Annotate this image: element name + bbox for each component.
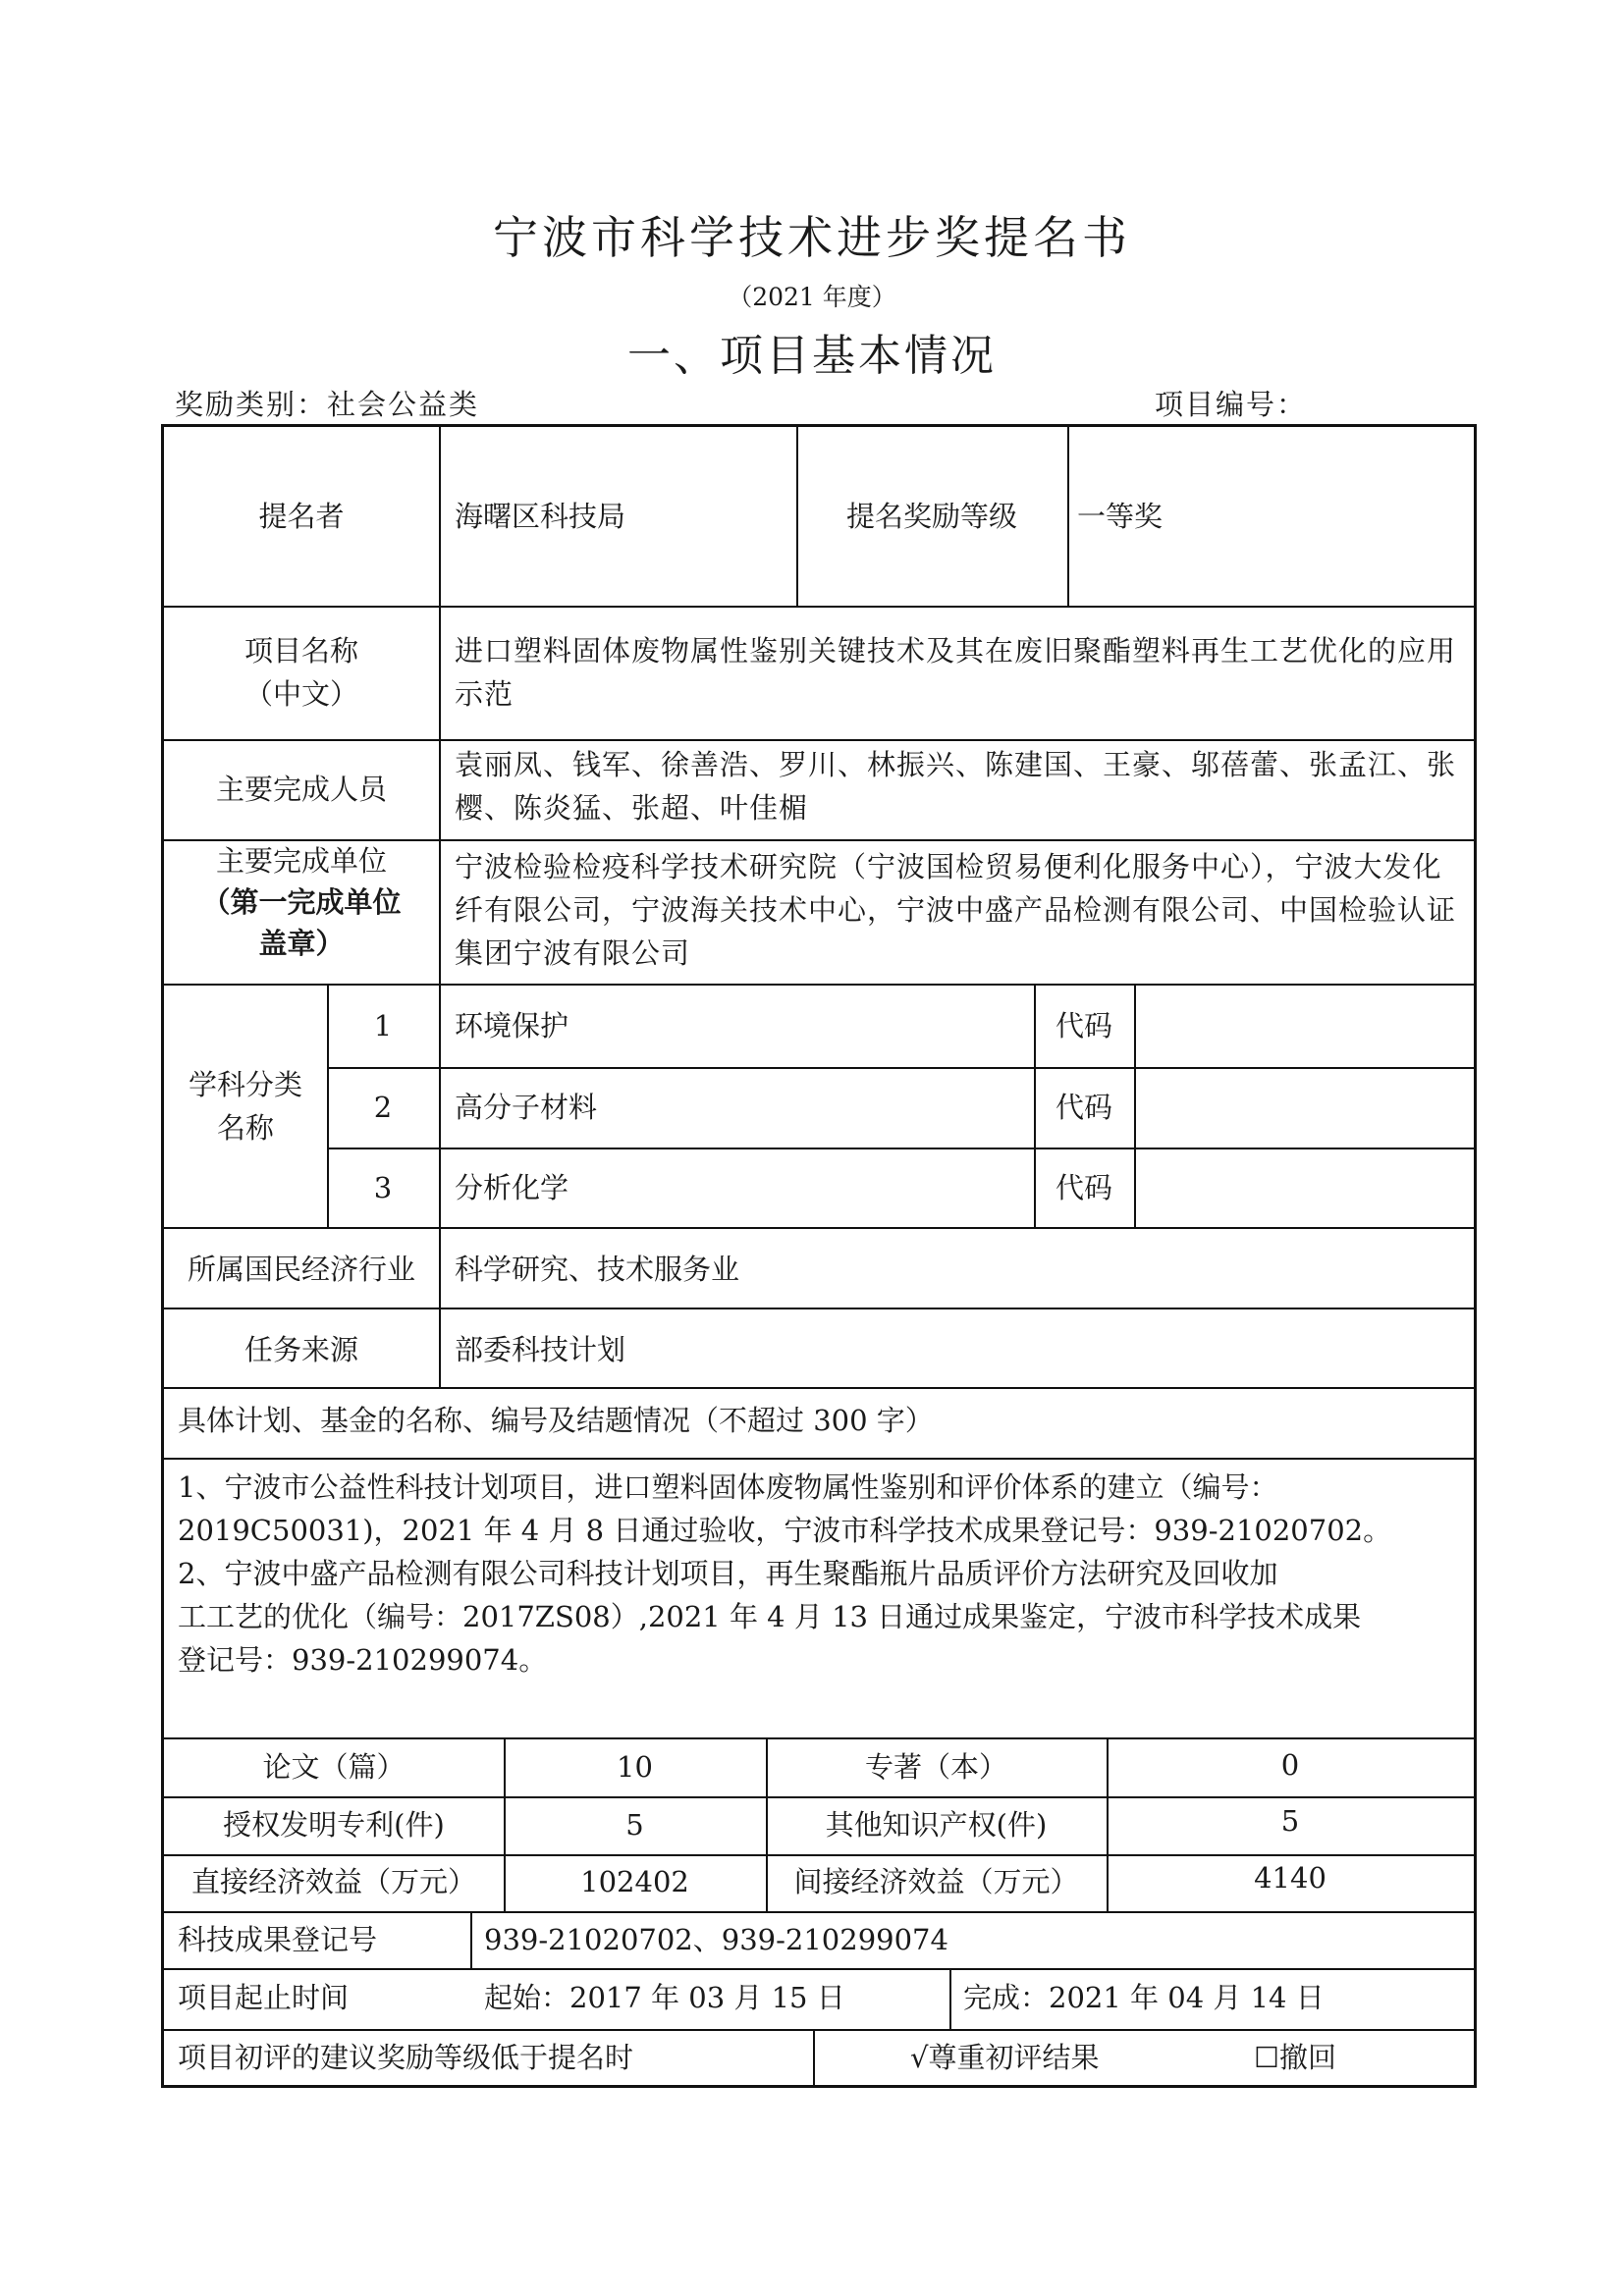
other-ip-value: 5 [1280,1804,1300,1838]
discipline-name: 环境保护 [455,1009,569,1042]
registration-value: 939-21020702、939-210299074 [484,1923,948,1956]
respect-result-option[interactable]: √尊重初评结果 [910,2041,1100,2074]
other-ip-label: 其他知识产权(件) [825,1808,1048,1842]
discipline-no: 2 [373,1091,393,1124]
nomination-form-table [161,424,1477,2088]
period-start: 起始：2017 年 03 月 15 日 [484,1981,845,2014]
award-level-label: 提名奖励等级 [845,500,1017,533]
project-name-value: 进口塑料固体废物属性鉴别关键技术及其在废旧聚酯塑料再生工艺优化的应用示范 [455,634,1457,711]
units-label-seal: 盖章） [258,927,345,960]
papers-label: 论文（篇） [262,1750,406,1784]
discipline-no: 3 [373,1171,393,1204]
lower-level-label: 项目初评的建议奖励等级低于提名时 [178,2041,634,2074]
plan-label: 具体计划、基金的名称、编号及结题情况（不超过 300 字） [178,1404,934,1437]
project-name-label-cn: （中文） [244,677,358,711]
discipline-name: 高分子材料 [455,1091,598,1124]
withdraw-option[interactable]: ☐撤回 [1254,2041,1336,2074]
award-category: 奖励类别：社会公益类 [175,388,480,421]
nominator-label: 提名者 [258,500,345,533]
indirect-benefit-value: 4140 [1254,1861,1326,1895]
plan-line: 工工艺的优化（编号：2017ZS08）,2021 年 4 月 13 日通过成果鉴定，宁波市科学技术成果 [178,1600,1362,1633]
industry-value: 科学研究、技术服务业 [455,1253,740,1286]
award-level-value: 一等奖 [1077,500,1164,533]
page-title: 宁波市科学技术进步奖提名书 [493,211,1131,264]
discipline-label: 学科分类 [188,1068,302,1101]
units-label: 主要完成单位 [215,844,387,878]
project-number-label: 项目编号： [1155,388,1308,421]
discipline-code-label: 代码 [1055,1171,1112,1204]
papers-value: 10 [617,1750,653,1784]
period-label: 项目起止时间 [178,1981,350,2014]
patents-value: 5 [625,1808,644,1842]
nominator-value: 海曙区科技局 [455,500,626,533]
direct-benefit-value: 102402 [580,1865,689,1898]
people-label: 主要完成人员 [215,773,387,806]
monographs-value: 0 [1280,1748,1300,1782]
task-source-label: 任务来源 [244,1333,358,1366]
plan-line: 2019C50031)，2021 年 4 月 8 日通过验收，宁波市科学技术成果登记号：939-21020702。 [178,1514,1392,1547]
registration-label: 科技成果登记号 [178,1923,378,1956]
direct-benefit-label: 直接经济效益（万元） [190,1865,476,1898]
plan-line: 登记号：939-210299074。 [178,1643,548,1677]
people-value: 袁丽凤、钱军、徐善浩、罗川、林振兴、陈建国、王豪、邬蓓蕾、张孟江、张樱、陈炎猛、张超、叶佳楣 [455,748,1457,825]
patents-label: 授权发明专利(件) [223,1808,445,1842]
indirect-benefit-label: 间接经济效益（万元） [793,1865,1079,1898]
industry-label: 所属国民经济行业 [187,1253,415,1286]
section-title: 一、项目基本情况 [627,331,997,381]
period-end: 完成：2021 年 04 月 14 日 [963,1981,1325,2014]
project-name-label: 项目名称 [244,634,358,667]
units-value: 宁波检验检疫科学技术研究院（宁波国检贸易便利化服务中心），宁波大发化纤有限公司，宁波海关技术中心，宁波中盛产品检测有限公司、中国检验认证集团宁波有限公司 [455,850,1457,970]
discipline-label-name: 名称 [216,1111,274,1145]
discipline-code-label: 代码 [1055,1091,1112,1124]
plan-line: 2、宁波中盛产品检测有限公司科技计划项目，再生聚酯瓶片品质评价方法研究及回收加 [178,1557,1278,1590]
monographs-label: 专著（本） [864,1750,1007,1784]
year-label: （2021 年度） [728,283,896,311]
discipline-no: 1 [373,1009,393,1042]
discipline-code-label: 代码 [1055,1009,1112,1042]
task-source-value: 部委科技计划 [455,1333,626,1366]
units-label-first: （第一完成单位 [201,885,402,919]
discipline-name: 分析化学 [455,1171,569,1204]
plan-line: 1、宁波市公益性科技计划项目，进口塑料固体废物属性鉴别和评价体系的建立（编号： [178,1470,1278,1504]
